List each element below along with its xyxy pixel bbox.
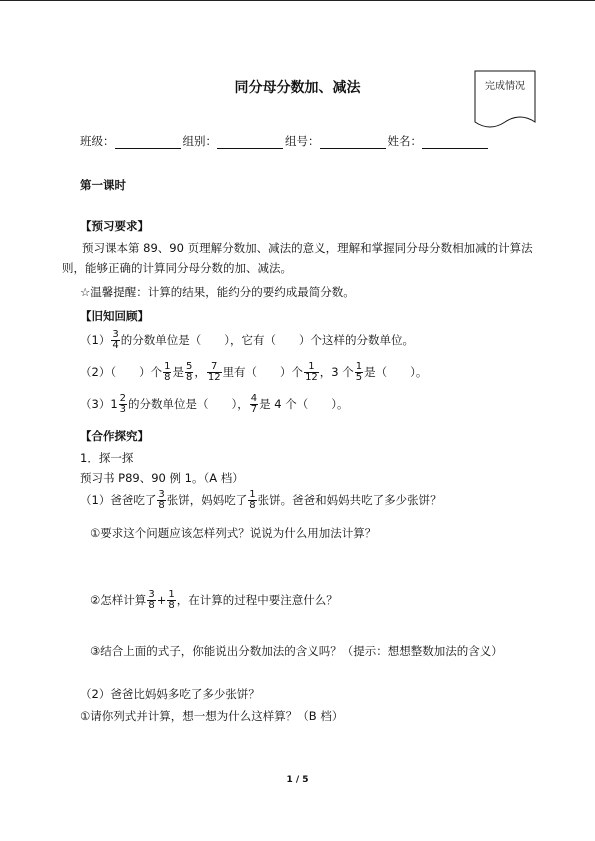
explore-problem-2: （2）爸爸比妈妈多吃了多少张饼？ (80, 687, 260, 701)
fraction: $\frac{1}{8}$ (249, 489, 256, 511)
explore-problem-1: （1）爸爸吃了 $\frac{3}{8}$ 张饼，妈妈吃了 $\frac{1}{8}$ 张饼。爸爸和妈妈共吃了多少张饼？ (80, 489, 442, 511)
explore-subheading: 1．探一探 (80, 451, 134, 465)
class-field[interactable] (115, 136, 181, 149)
fraction: $\frac{1}{8}$ (164, 361, 171, 383)
fraction: $\frac{4}{7}$ (250, 393, 258, 415)
completion-stamp-icon (474, 70, 536, 130)
explore-question-4: ①请你列式并计算，想一想为什么这样算？（B 档） (80, 709, 344, 723)
top-border-line (0, 0, 595, 1)
review-question-1: （1） $\frac{3}{4}$ 的分数单位是（ ），它有（ ）个这样的分数单位。 (80, 329, 414, 351)
number-field[interactable] (320, 136, 386, 149)
review-question-3: （3）1 $\frac{2}{3}$ 的分数单位是（ ）， $\frac{4}{7}$ 是 4 个（ ）。 (80, 393, 349, 415)
explore-reference: 预习书 P89、90 例 1。（A 档） (80, 471, 244, 485)
name-field[interactable] (422, 136, 488, 149)
review-question-2: （2）（ ）个 $\frac{1}{8}$ 是 $\frac{5}{8}$ ， $\frac{7}{12}$ 里有（ ）个 $\frac{1}{12}$ ，3 个 $\frac{1}{5}$ 是（ ）。 (80, 361, 428, 383)
fraction: $\frac{3}{4}$ (112, 329, 119, 351)
page-title: 同分母分数加、减法 (234, 80, 361, 96)
student-info-row (80, 133, 490, 149)
explore-heading: 【合作探究】 (80, 429, 149, 443)
preview-heading: 【预习要求】 (80, 219, 149, 233)
fraction: $\frac{7}{12}$ (207, 361, 221, 383)
explore-question-3: ③结合上面的式子，你能说出分数加法的含义吗？（提示：想想整数加法的含义） (90, 644, 503, 658)
group-field[interactable] (217, 136, 283, 149)
fraction: $\frac{1}{8}$ (168, 589, 175, 611)
page-number: 1 / 5 (286, 775, 309, 785)
fraction: $\frac{1}{5}$ (355, 361, 363, 383)
fraction: $\frac{1}{12}$ (305, 361, 318, 383)
fraction: $\frac{5}{8}$ (185, 361, 193, 383)
explore-question-2: ②怎样计算 $\frac{3}{8}$ + $\frac{1}{8}$ ，在计算的过程中要注意什么？ (90, 589, 338, 611)
preview-text: 预习课本第 89、90 页理解分数加、减法的意义，理解和掌握同分母分数相加减的计算法则，能够正确的计算同分母分数的加、减法。 (62, 241, 533, 275)
class-label: 班级： (80, 134, 115, 148)
review-heading: 【旧知回顾】 (80, 309, 149, 323)
explore-question-1: ①要求这个问题应该怎样列式？说说为什么用加法计算？ (90, 526, 377, 540)
number-label: 组号： (285, 134, 320, 148)
fraction: $\frac{3}{8}$ (158, 489, 165, 511)
fraction: $\frac{3}{8}$ (148, 589, 155, 611)
preview-tip: ☆温馨提醒：计算的结果，能约分的要约成最简分数。 (80, 285, 355, 299)
fraction: $\frac{2}{3}$ (119, 393, 127, 415)
name-label: 姓名： (387, 134, 422, 148)
group-label: 组别： (182, 134, 217, 148)
lesson-heading: 第一课时 (80, 178, 126, 192)
completion-stamp-label: 完成情况 (485, 81, 525, 92)
